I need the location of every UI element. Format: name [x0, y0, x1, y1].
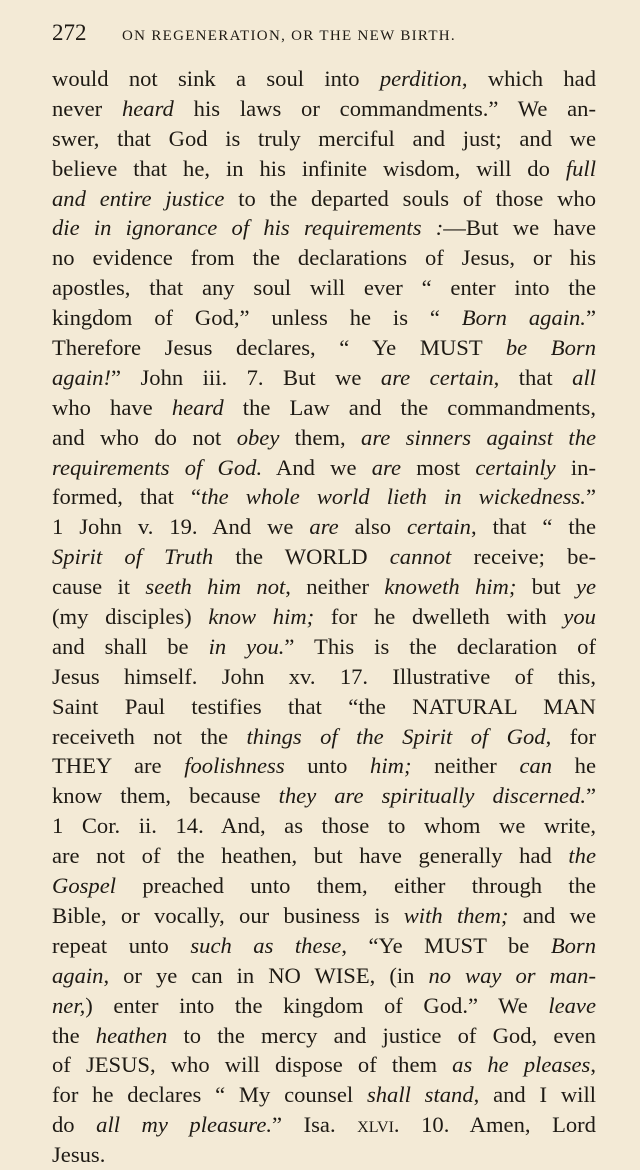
text-run: (my disciples) [52, 604, 209, 630]
text-run: them, [279, 424, 362, 450]
italic-run: knoweth him; [384, 574, 517, 600]
text-line [52, 363, 596, 393]
text-line [52, 1050, 596, 1080]
text-run: ” Isa. [272, 1112, 358, 1138]
text-line [52, 931, 596, 961]
text-run: the [52, 1022, 96, 1048]
italic-run: no way or man- [428, 962, 596, 988]
text-run: to the departed souls of those who [224, 185, 596, 211]
italic-run: again [52, 962, 104, 988]
text-run: but [516, 574, 576, 600]
text-run: , and I will [473, 1082, 596, 1108]
text-run: THEY are [52, 753, 185, 779]
text-line [52, 811, 596, 841]
italic-run: perdition [379, 66, 462, 91]
text-run: Jesus himself. John xv. 17. Illustrative of this, [52, 663, 596, 689]
text-run: kingdom of God,” unless he is “ [52, 305, 462, 331]
page-number: 272 [52, 20, 87, 45]
text-line [52, 542, 596, 572]
running-title: ON REGENERATION, OR THE NEW BIRTH. [122, 28, 456, 44]
text-line [52, 184, 596, 214]
italic-run: Gospel [52, 873, 117, 899]
text-line [52, 1110, 596, 1140]
text-line [52, 303, 596, 333]
italic-run: the whole world lieth in wickedness. [201, 484, 586, 510]
italic-run: such as these [190, 932, 342, 958]
text-run: would not sink a soul into [52, 66, 380, 91]
italic-run: they are spiritually discerned. [278, 783, 586, 809]
text-line [52, 572, 596, 602]
text-line [52, 393, 596, 423]
text-run: never [52, 95, 122, 121]
text-line [52, 751, 596, 781]
italic-run: again! [52, 364, 111, 390]
text-run: receiveth not the [52, 723, 247, 749]
text-run: do [52, 1112, 97, 1138]
italic-run: Spirit of Truth [52, 544, 214, 570]
text-run: know them, because [52, 783, 279, 809]
text-line [52, 1021, 596, 1051]
text-run: unto [284, 753, 371, 779]
text-line [52, 991, 596, 1021]
text-run: his laws or commandments.” We an- [173, 95, 596, 121]
text-run: , for [545, 723, 596, 749]
text-line [52, 632, 596, 662]
text-run: , or ye can in NO WISE, (in [103, 962, 429, 988]
text-line [52, 692, 596, 722]
text-run: formed, that “ [52, 484, 202, 510]
text-line [52, 602, 596, 632]
italic-run: leave [548, 992, 596, 1018]
text-run: , that “ the [470, 514, 596, 540]
italic-run: and entire justice [52, 185, 225, 211]
italic-run: certain [406, 514, 471, 540]
text-run: are not of the heathen, but have generally had [52, 843, 569, 869]
italic-run: know him; [208, 604, 315, 630]
text-line [52, 901, 596, 931]
text-run: Bible, or vocally, our business is [52, 902, 404, 928]
text-line [52, 453, 596, 483]
text-line [52, 1140, 596, 1170]
text-run: , neither [285, 574, 385, 600]
italic-run: ner, [52, 992, 86, 1018]
text-line [52, 94, 596, 124]
text-run: apostles, that any soul will ever “ enter into the [52, 275, 596, 301]
text-run: to the mercy and justice of God, even [167, 1022, 596, 1048]
italic-run: heard [171, 394, 224, 420]
italic-run: seeth him not [145, 574, 286, 600]
text-run: who have [52, 394, 172, 420]
italic-run: all my pleasure. [96, 1112, 273, 1138]
italic-run: Born [550, 932, 596, 958]
text-run: the Law and the commandments, [223, 394, 596, 420]
text-line [52, 1080, 596, 1110]
text-run: cause it [52, 574, 146, 600]
text-run: neither [411, 753, 520, 779]
text-run: . 10. Amen, Lord [393, 1112, 596, 1138]
text-line [52, 722, 596, 752]
text-line [52, 333, 596, 363]
text-line [52, 124, 596, 154]
italic-run: shall stand [366, 1082, 474, 1108]
text-run: and we [508, 902, 596, 928]
text-run: swer, that God is truly merciful and just; and we [52, 125, 596, 151]
italic-run: full [565, 155, 596, 181]
text-run: Saint Paul testifies that “the NATURAL MAN [52, 693, 596, 719]
body-text [52, 64, 596, 1170]
italic-run: cannot [389, 544, 452, 570]
text-line [52, 841, 596, 871]
text-line [52, 423, 596, 453]
italic-run: you [563, 604, 596, 630]
italic-run: obey [236, 424, 280, 450]
text-run: receive; be- [451, 544, 596, 570]
text-run: most [401, 454, 476, 480]
italic-run: heard [121, 95, 174, 121]
text-run: Therefore Jesus declares, “ Ye MUST [52, 335, 506, 361]
italic-run: with them; [403, 902, 509, 928]
text-run: , which had [461, 66, 596, 91]
text-line [52, 961, 596, 991]
italic-run: the [568, 843, 596, 869]
text-run: and who do not [52, 424, 237, 450]
italic-run: foolishness [184, 753, 285, 779]
text-run: he [552, 753, 596, 779]
text-run: ” [585, 484, 596, 510]
text-line [52, 154, 596, 184]
text-line [52, 64, 596, 94]
italic-run: are [371, 454, 401, 480]
text-run: —But we have [443, 215, 596, 241]
text-line [52, 243, 596, 273]
text-run: believe that he, in his infinite wisdom, will do [52, 155, 566, 181]
text-run: , that [493, 364, 573, 390]
text-run: 1 John v. 19. And we [52, 514, 310, 540]
text-line [52, 213, 596, 243]
text-run: ” This is the declaration of [284, 633, 596, 659]
italic-run: requirements of God. [52, 454, 263, 480]
text-run: the WORLD [213, 544, 390, 570]
text-line [52, 273, 596, 303]
text-run: And we [262, 454, 372, 480]
text-line [52, 482, 596, 512]
italic-run: can [519, 753, 553, 779]
text-run: preached unto them, either through the [116, 873, 596, 899]
text-line [52, 512, 596, 542]
italic-run: die in ignorance of his requirements : [52, 215, 444, 241]
text-run: , [590, 1052, 596, 1078]
text-run: of JESUS, who will dispose of them [52, 1052, 453, 1078]
italic-run: are certain [380, 364, 494, 390]
italic-run: are [309, 514, 339, 540]
text-line [52, 662, 596, 692]
text-line [52, 871, 596, 901]
italic-run: as he pleases [452, 1052, 591, 1078]
italic-run: Born again. [461, 305, 586, 331]
italic-run: things of the Spirit of God [246, 723, 546, 749]
text-run: ” [585, 783, 596, 809]
italic-run: in you. [208, 633, 285, 659]
text-run: ” [585, 305, 596, 331]
text-run: also [338, 514, 407, 540]
italic-run: be Born [505, 335, 596, 361]
running-head [52, 20, 596, 60]
text-run: in- [555, 454, 596, 480]
text-run: ” John iii. 7. But we [111, 364, 381, 390]
text-run: 1 Cor. ii. 14. And, as those to whom we write, [52, 813, 596, 839]
text-line [52, 781, 596, 811]
text-run: Jesus. [52, 1142, 106, 1168]
text-run: repeat unto [52, 932, 191, 958]
italic-run: certainly [475, 454, 556, 480]
italic-run: all [572, 364, 596, 390]
text-run: and shall be [52, 633, 209, 659]
italic-run: heathen [95, 1022, 168, 1048]
text-run: for he declares “ My counsel [52, 1082, 367, 1108]
italic-run: are sinners against the [361, 424, 596, 450]
text-run: , “Ye MUST be [341, 932, 551, 958]
text-run: no evidence from the declarations of Jesus, or his [52, 245, 596, 271]
italic-run: ye [575, 574, 596, 600]
text-run: for he dwelleth with [314, 604, 564, 630]
text-run: ) enter into the kingdom of God.” We [85, 992, 549, 1018]
italic-run: him; [370, 753, 412, 779]
text-run: xlvi [357, 1112, 394, 1138]
